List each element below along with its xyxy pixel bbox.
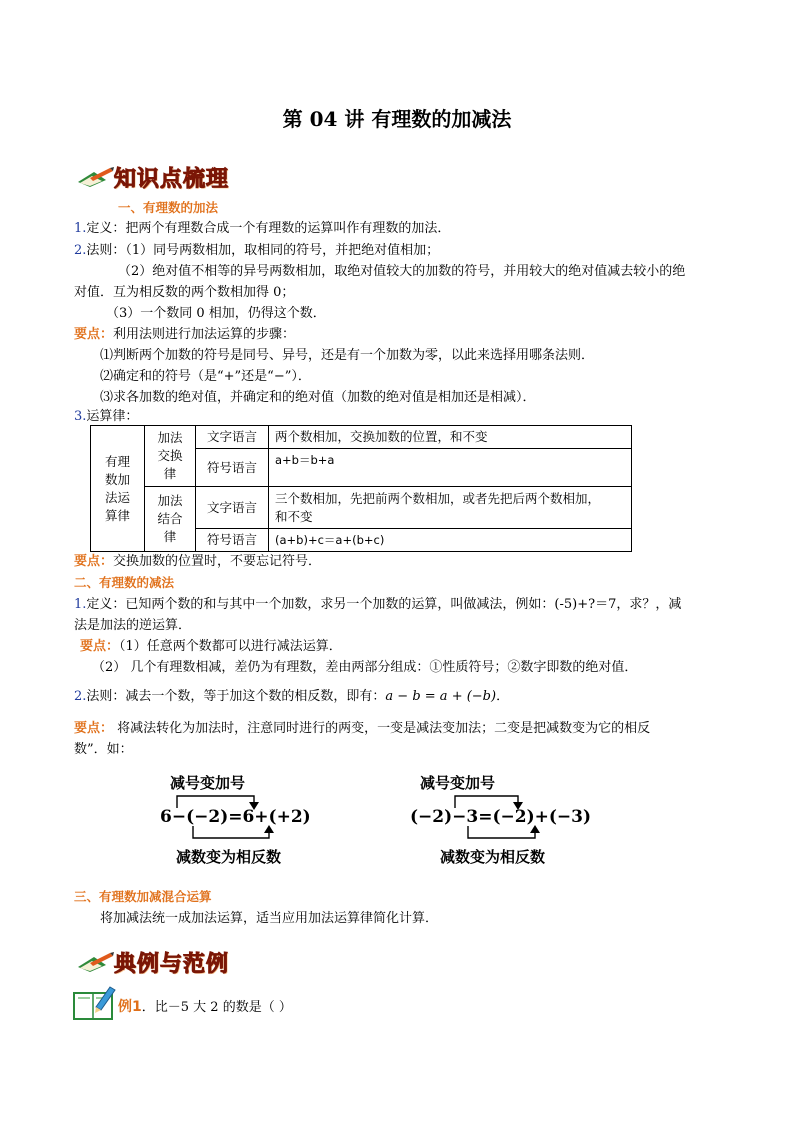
section-banner-examples [76,945,266,977]
step-3: ⑶求各加数的绝对值，并确定和的绝对值（加数的绝对值是相加还是相减）． [100,390,536,405]
table-cell: 文字语言 [196,487,269,529]
subtraction-key-2: （2） 几个有理数相减，差仍为有理数，差由两部分组成：①性质符号；②数字即数的绝对值． [92,660,638,675]
pencil-book-icon [76,166,114,188]
table-cell: (a+b)+c＝a+(b+c) [269,529,632,552]
step-2: ⑵确定和的符号（是“+”还是“−”）． [100,369,311,384]
table-cell: a+b＝b+a [269,449,632,487]
section-heading-mixed: 三、有理数加减混合运算 [74,889,212,904]
notebook-pencil-icon [72,985,118,1021]
law-line: 3.运算律： [74,409,139,424]
table-cell: 符号语言 [196,529,269,552]
diagram-top-label: 减号变加号 [170,774,246,792]
subtraction-definition-2: 法是加法的逆运算． [74,618,192,633]
subtraction-definition-1: 1.定义：已知两个数的和与其中一个加数，求另一个加数的运算，叫做减法，例如：(-5)+?＝7，求？，减 [74,597,682,612]
rule-line-3: （3）一个数同 0 相加，仍得这个数． [106,306,326,321]
example-question: 例1．比－5 大 2 的数是（ ） [118,999,292,1015]
table-cell: 符号语言 [196,449,269,487]
banner-title: 典例与范例 [114,952,230,977]
section-heading-subtraction: 二、有理数的减法 [74,575,175,590]
table-group-cell: 有理 数加 法运 算律 [91,426,145,552]
mixed-operation-text: 将加减法统一成加法运算，适当应用加法运算律简化计算． [100,911,439,926]
key-point-line-2: 要点：交换加数的位置时，不要忘记符号． [74,554,322,569]
page-title: 第 04 讲 有理数的加减法 [282,107,512,131]
rule-line-2b: 对值．互为相反数的两个数相加得 0； [74,285,295,300]
diagram-expression: 6−(−2)=6+(+2) [160,807,311,827]
rule-line-2: （2）绝对值不相等的异号两数相加，取绝对值较大的加数的符号，并用较大的绝对值减去较小的绝 [118,264,686,279]
associative-law-cell: 加法 结合 律 [145,487,196,552]
key-point-line: 要点：利用法则进行加法运算的步骤： [74,327,296,342]
section-heading-addition: 一、有理数的加法 [118,200,219,215]
subtraction-formula: a − b = a + (−b) [385,689,497,704]
subtraction-key-3: 要点： 将减法转化为加法时，注意同时进行的两变，一变是减法变加法；二变是把减数变为它的相反 [74,721,651,736]
diagram-top-label: 减号变加号 [420,774,496,792]
definition-line: 1.定义：把两个有理数合成一个有理数的运算叫作有理数的加法． [74,221,451,236]
diagram-bottom-label: 减数变为相反数 [440,848,546,866]
pencil-book-icon [76,951,114,973]
subtraction-key-1: 要点：（1）任意两个数都可以进行减法运算． [80,639,342,654]
rule-line-1: 2.法则：（1）同号两数相加，取相同的符号，并把绝对值相加； [74,243,440,258]
subtraction-rule: 2.法则：减去一个数，等于加这个数的相反数，即有：a − b = a + (−b)． [74,689,510,704]
section-banner-knowledge [76,160,256,192]
operation-law-table [90,425,632,552]
diagram-expression: (−2)−3=(−2)+(−3) [410,807,592,827]
banner-title: 知识点梳理 [114,167,230,192]
commutative-law-cell: 加法 交换 律 [145,426,196,487]
transform-diagram-1 [160,772,320,867]
table-cell: 两个数相加，交换加数的位置，和不变 [269,426,632,449]
subtraction-key-3b: 数”．如： [74,742,133,757]
step-1: ⑴判断两个加数的符号是同号、异号，还是有一个加数为零，以此来选择用哪条法则． [100,348,595,363]
table-cell: 三个数相加，先把前两个数相加，或者先把后两个数相加， 和不变 [269,487,632,529]
transform-diagram-2 [410,772,590,867]
diagram-bottom-label: 减数变为相反数 [176,848,282,866]
table-cell: 文字语言 [196,426,269,449]
